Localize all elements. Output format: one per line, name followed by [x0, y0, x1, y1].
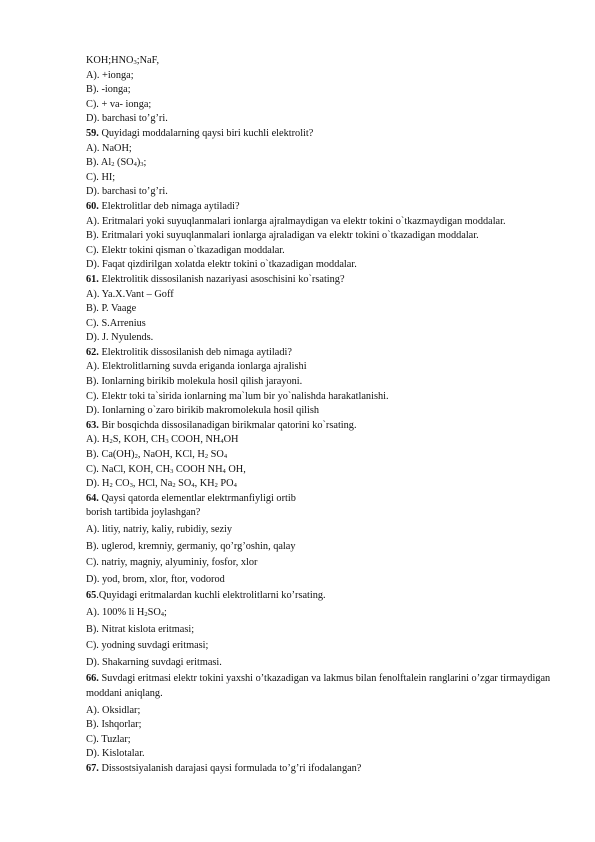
- text-line: [86, 185, 586, 200]
- line-text: CO: [112, 478, 130, 490]
- line-text: OH: [223, 434, 239, 446]
- text-line: [86, 747, 586, 762]
- subscript: 4: [133, 161, 137, 169]
- text-line: [86, 142, 586, 157]
- text-line: [86, 733, 586, 748]
- text-line: [86, 639, 586, 654]
- text-line: [86, 656, 586, 671]
- text-line: [86, 573, 586, 588]
- line-text: C). Elektr toki ta`sirida ionlarning ma`lum bir yo`nalishda harakatlanishi.: [86, 390, 389, 402]
- question-number: 66.: [86, 673, 99, 685]
- line-text: A). Oksidlar;: [86, 704, 141, 716]
- line-text: A). Elektrolitlarning suvda eriganda ionlarga ajralishi: [86, 361, 307, 373]
- subscript: 2: [109, 482, 113, 490]
- text-line: [86, 288, 586, 303]
- question-line: [86, 762, 586, 777]
- line-text: Dissostsiyalanish darajasi qaysi formulada to’g’ri ifodalangan?: [98, 762, 362, 774]
- text-line: [86, 375, 586, 390]
- subscript: 3: [140, 161, 144, 169]
- line-text: B). -ionga;: [86, 84, 131, 96]
- text-line: [86, 54, 586, 69]
- question-number: 61.: [86, 273, 99, 285]
- subscript: 2: [204, 453, 209, 461]
- text-line: [86, 704, 586, 719]
- text-line: [86, 215, 586, 230]
- line-text: C). Elektr tokini qisman o`tkazadigan moddalar.: [86, 244, 285, 256]
- question-number: 62.: [86, 346, 99, 358]
- text-line: [86, 112, 586, 127]
- question-number: 65: [86, 590, 97, 602]
- text-line: [86, 623, 586, 638]
- text-line: [86, 433, 586, 448]
- line-text: D). Faqat qizdirilgan xolatda elektr tokini o`tkazadigan moddalar.: [86, 259, 357, 271]
- question-line: [86, 127, 586, 142]
- line-text: C). natriy, magniy, alyuminiy, fosfor, xlor: [86, 557, 258, 569]
- text-line: [86, 302, 586, 317]
- text-line: [86, 156, 586, 171]
- line-text: borish tartibida joylashgan?: [86, 507, 201, 519]
- line-text: A). +ionga;: [86, 69, 134, 81]
- subscript: 4: [220, 438, 224, 446]
- line-text: SO: [147, 606, 161, 618]
- question-number: 64.: [86, 492, 99, 504]
- line-text: B). Al: [86, 157, 112, 169]
- line-text: C). Tuzlar;: [86, 733, 131, 745]
- subscript: 2: [144, 610, 148, 618]
- subscript: 3: [129, 482, 133, 490]
- line-text: , HCl, Na: [132, 478, 173, 490]
- text-line: [86, 244, 586, 259]
- question-line: [86, 200, 586, 215]
- text-line: [86, 83, 586, 98]
- text-line: [86, 360, 586, 375]
- text-line: [86, 448, 586, 463]
- subscript: 2: [172, 482, 176, 490]
- text-line: [86, 390, 586, 405]
- line-text: .Quyidagi eritmalardan kuchli elektrolitlarni ko’rsating.: [96, 590, 326, 602]
- line-text: D). H: [86, 478, 110, 490]
- text-line: [86, 556, 586, 571]
- subscript: 4: [233, 482, 237, 490]
- text-line: [86, 229, 586, 244]
- question-number: 59.: [86, 127, 99, 139]
- question-line: [86, 589, 586, 604]
- line-text: , NaOH, KCl, H: [137, 449, 205, 461]
- text-line: [86, 331, 586, 346]
- line-text: C). S.Arrenius: [86, 317, 146, 329]
- text-line: [86, 477, 586, 492]
- line-text: B). uglerod, kremniy, germaniy, qo’rg’oshin, qalay: [86, 540, 296, 552]
- line-text: ): [136, 157, 141, 169]
- line-text: OH,: [225, 463, 246, 475]
- line-text: D). barchasi to’g’ri.: [86, 113, 168, 125]
- text-line: [86, 171, 586, 186]
- line-text: ;: [164, 606, 167, 618]
- line-text: B). Eritmalari yoki suyuqlanmalari ionlarga ajraladigan va elektr tokini o`tkazadigan moddalar.: [86, 230, 479, 242]
- text-line: [86, 718, 586, 733]
- line-text: Elektrolitik dissosilanish deb nimaga aytiladi?: [98, 346, 292, 358]
- text-line: [86, 258, 586, 273]
- line-text: D). Shakarning suvdagi eritmasi.: [86, 656, 222, 668]
- line-text: D). Kislotalar.: [86, 748, 145, 760]
- line-text: PO: [217, 478, 234, 490]
- line-text: A). H: [86, 434, 110, 446]
- subscript: 4: [222, 467, 226, 475]
- text-line: [86, 317, 586, 332]
- line-text: C). NaCl, KOH, CH: [86, 463, 171, 475]
- question-number: 60.: [86, 200, 99, 212]
- subscript: 3: [133, 59, 137, 66]
- line-text: A). Ya.X.Vant – Goff: [86, 288, 174, 300]
- text-line: [86, 523, 586, 538]
- subscript: 3: [165, 438, 169, 446]
- subscript: 4: [160, 610, 165, 618]
- line-text: SO: [175, 478, 192, 490]
- line-text: C). HI;: [86, 171, 116, 183]
- document-page: [86, 54, 586, 777]
- line-text: Qaysi qatorda elementlar elektrmanfiyligi ortib: [98, 492, 296, 504]
- text-line: [86, 506, 586, 521]
- text-line: [86, 404, 586, 419]
- text-line: [86, 606, 586, 621]
- line-text: , KH: [194, 478, 215, 490]
- question-line: [86, 492, 586, 507]
- text-line: [86, 98, 586, 113]
- line-text: C). + va- ionga;: [86, 98, 152, 110]
- subscript: 4: [223, 453, 228, 461]
- line-text: A). litiy, natriy, kaliy, rubidiy, seziy: [86, 524, 233, 535]
- subscript: 3: [170, 467, 174, 475]
- line-text: ;: [143, 157, 147, 169]
- line-text: A). 100% li H: [86, 606, 145, 618]
- line-text: B). P. Vaage: [86, 303, 137, 315]
- line-text: D). yod, brom, xlor, ftor, vodorod: [86, 573, 225, 585]
- line-text: B). Ca(OH): [86, 449, 135, 461]
- text-line: [86, 540, 586, 555]
- line-text: COOH, NH: [168, 434, 221, 446]
- line-text: COOH NH: [173, 463, 223, 475]
- subscript: 4: [191, 482, 195, 490]
- question-line: [86, 419, 586, 434]
- question-line: [86, 346, 586, 361]
- text-line: [86, 69, 586, 84]
- line-text: (SO: [114, 157, 134, 169]
- line-text: D). J. Nyulends.: [86, 332, 154, 344]
- line-text: A). Eritmalari yoki suyuqlanmalari ionlarga ajralmaydigan va elektr tokini o`tkazmaydigan moddalar.: [86, 215, 506, 227]
- line-text: C). yodning suvdagi eritmasi;: [86, 640, 209, 652]
- line-text: Elektrolitlar deb nimaga aytiladi?: [98, 200, 240, 212]
- question-number: 67.: [86, 762, 99, 774]
- subscript: 2: [214, 482, 218, 490]
- subscript: 2: [109, 438, 113, 446]
- text-line: [86, 463, 586, 478]
- line-text: D). Ionlarning o`zaro birikib makromolekula hosil qilish: [86, 405, 320, 417]
- line-text: D). barchasi to’g’ri.: [86, 186, 168, 198]
- line-text: B). Ionlarning birikib molekula hosil qilish jarayoni.: [86, 376, 303, 388]
- line-text: Elektrolitik dissosilanish nazariyasi asoschisini ko`rsating?: [98, 273, 345, 285]
- line-text: S, KOH, CH: [112, 434, 166, 446]
- line-text: Quyidagi moddalarning qaysi biri kuchli elektrolit?: [98, 127, 314, 139]
- line-text: A). NaOH;: [86, 142, 132, 154]
- question-number: 63.: [86, 419, 99, 431]
- line-text: KOH;HNO: [86, 55, 134, 66]
- line-text: ;NaF,: [136, 55, 160, 66]
- subscript: 2: [134, 453, 138, 461]
- question-line: [86, 273, 586, 288]
- line-text: SO: [208, 449, 224, 461]
- line-text: B). Nitrat kislota eritmasi;: [86, 623, 195, 635]
- line-text: Bir bosqichda dissosilanadigan birikmalar qatorini ko`rsating.: [98, 419, 357, 431]
- line-text: Suvdagi eritmasi elektr tokini yaxshi o’tkazadigan va lakmus bilan fenolftalein ranglarini o’zgar tirmaydigan moddani aniqlang.: [86, 673, 551, 699]
- question-line: [86, 672, 586, 701]
- subscript: 2: [111, 161, 115, 169]
- line-text: B). Ishqorlar;: [86, 719, 142, 731]
